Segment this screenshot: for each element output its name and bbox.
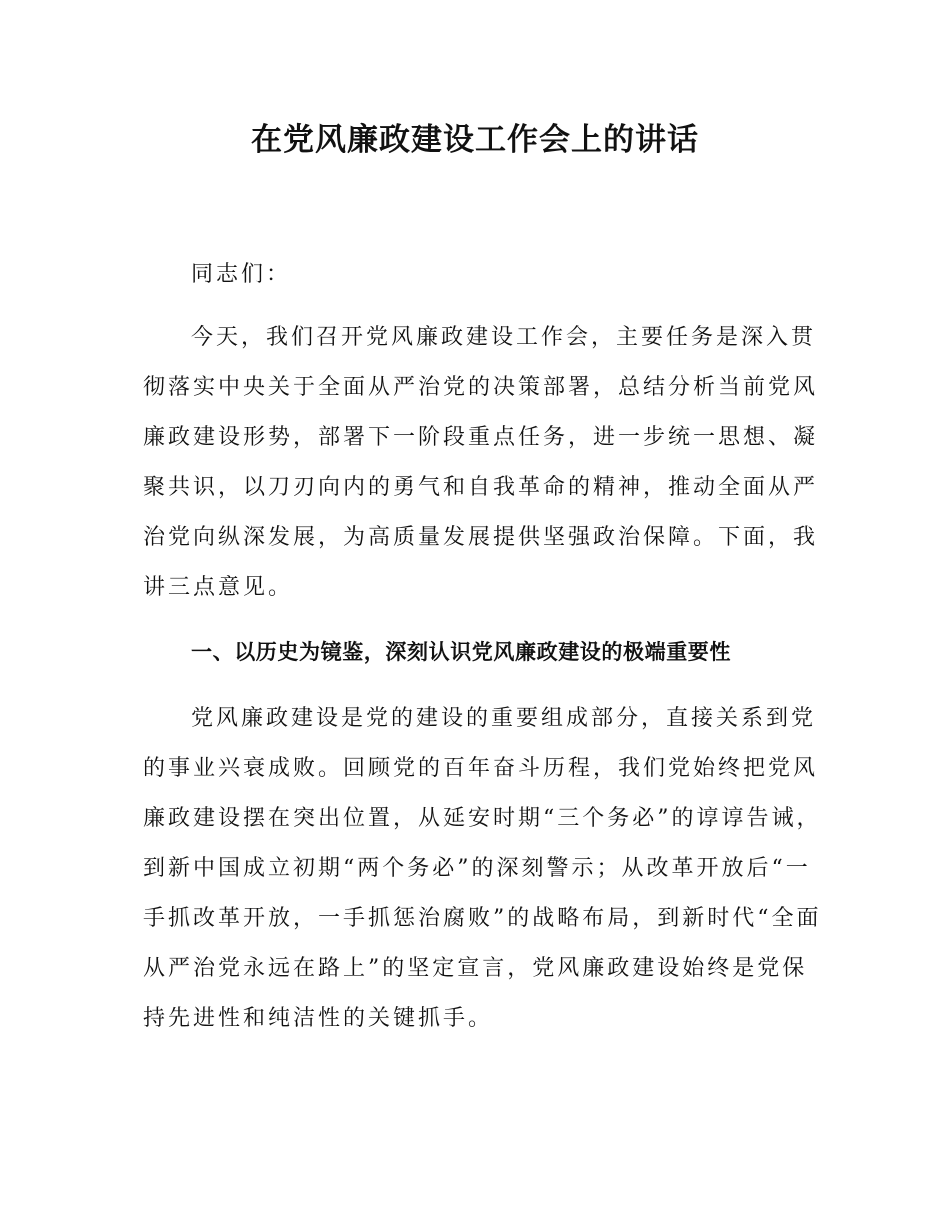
document-title: 在党风廉政建设工作会上的讲话 xyxy=(251,122,699,158)
section-heading-1: 一、以历史为镜鉴，深刻认识党风廉政建设的极端重要性 xyxy=(191,640,731,664)
paragraph-section-1: 党风廉政建设是党的建设的重要组成部分，直接关系到党的事业兴衰成败。回顾党的百年奋斗历程，我们党始终把党风廉政建设摆在突出位置，从延安时期“三个务必”的谆谆告诫，到新中国成立初期“两个务必”的深刻警示；从改革开放后“一手抓改革开放，一手抓惩治腐败”的战略布局，到新时代“全面从严治党永远在路上”的坚定宣言，党风廉政建设始终是党保持先进性和纯洁性的关键抓手。 xyxy=(143,706,822,1031)
paragraph-intro: 今天，我们召开党风廉政建设工作会，主要任务是深入贯彻落实中央关于全面从严治党的决策部署，总结分析当前党风廉政建设形势，部署下一阶段重点任务，进一步统一思想、凝聚共识，以刀刃向内的勇气和自我革命的精神，推动全面从严治党向纵深发展，为高质量发展提供坚强政治保障。下面，我讲三点意见。 xyxy=(143,325,819,600)
greeting: 同志们： xyxy=(191,262,292,287)
